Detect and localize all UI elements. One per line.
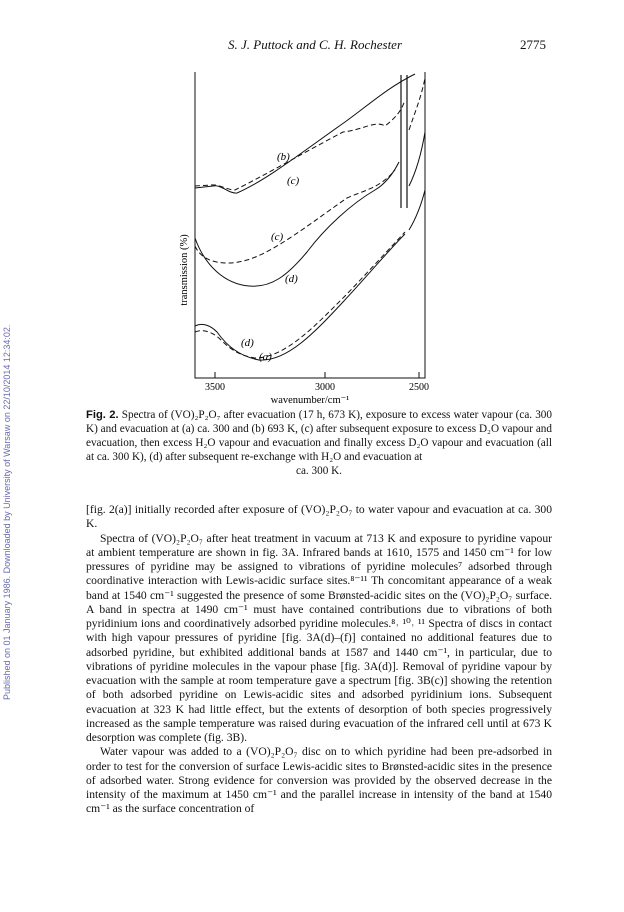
curve-a-tail [409, 190, 425, 230]
x-axis-label: wavenumber/cm⁻¹ [270, 395, 350, 406]
tick-label-3000: 3000 [315, 382, 335, 393]
label-b: (b) [277, 151, 290, 163]
curve-c-upper-tail [409, 78, 425, 130]
label-d-lower: (d) [241, 337, 254, 349]
caption-text-last: ca. 300 K. [296, 465, 342, 477]
label-d-middle: (d) [285, 273, 298, 285]
caption-label: Fig. 2. [86, 409, 119, 421]
curve-a [195, 234, 405, 360]
curve-c-upper [195, 100, 405, 190]
paragraph-2: Spectra of (VO)₂P₂O₇ after heat treatment in vacuum at 713 K and exposure to pyridine vapour at ambient temperature are shown in fig. 3A. Infrared bands at 1610, 1575 and 1450 cm⁻¹ for low pressures of pyridine may be assigned to vibrations of pyridine molecules⁷ adsorbed through coordinative interaction with Lewis-acidic surface sites.⁸⁻¹¹ Th concomitant appearance of a weak band at 1540 cm⁻¹ suggested the presence of some Brønsted-acidic sites on the (VO)₂P₂O₇ surface. A band in spectra at 1490 cm⁻¹ must have contained contributions due to vibrations of both pyridinium ions and coordinatively adsorbed pyridine molecules.⁸˒ ¹⁰˒ ¹¹ Spectra of discs in contact with high vapour pressures of pyridine [fig. 3A(d)–(f)] contained no additional features due to adsorbed pyridine, but exhibited additional bands at 1587 and 1440 cm⁻¹, in particular, due to vibrations of pyridine molecules in the vapour phase [fig. 3A(d)]. Removal of pyridine vapour by evacuation with the sample at room temperature gave a spectrum [fig. 3B(c)] showing the retention of both adsorbed pyridine on Lewis-acidic sites and adsorbed pyridinium ions. Subsequent evacuation at 323 K had little effect, but the extents of desorption of both species progressively increased as the sample temperature was raised during evacuation of the infrared cell until at 673 K desorption was complete (fig. 3B). [86, 531, 552, 744]
caption-text: Spectra of (VO)₂P₂O₇ after evacuation (17 h, 673 K), exposure to excess water vapour (ca. 300 K) and evacuation at (a) ca. 300 and (b) 693 K, (c) after subsequent exposure to excess D₂O vapour and evacuation, then excess H₂O vapour and evacuation and finally excess D₂O vapour and evacuation (all at ca. 300 K), (d) after subsequent re-exchange with H₂O and evacuation at [86, 409, 552, 463]
label-a: (a) [259, 351, 272, 363]
label-c-upper: (c) [287, 175, 300, 187]
label-c-middle: (c) [271, 231, 284, 243]
body-text [86, 503, 552, 817]
curve-b [195, 74, 415, 193]
spectra-figure [175, 70, 445, 410]
page-number: 2775 [520, 37, 546, 52]
figure-2 [175, 70, 445, 410]
tick-label-2500: 2500 [409, 382, 429, 393]
paragraph-3: Water vapour was added to a (VO)₂P₂O₇ disc on to which pyridine had been pre-adsorbed in order to test for the conversion of surface Lewis-acidic sites to Brønsted-acidic sites in the presence of adsorbed water. Strong evidence for conversion was provided by the observed decrease in the intensity of the maximum at 1450 cm⁻¹ and the parallel increase in intensity of the band at 1540 cm⁻¹ as the surface concentration of [86, 745, 552, 816]
running-head [0, 37, 624, 55]
tick-label-3500: 3500 [205, 382, 225, 393]
y-axis-label: transmission (%) [179, 234, 190, 306]
download-notice: Published on 01 January 1986. Downloaded by University of Warsaw on 22/10/2014 12:34:02. [2, 324, 12, 700]
paragraph-1: [fig. 2(a)] initially recorded after exposure of (VO)₂P₂O₇ to water vapour and evacuation at ca. 300 K. [86, 503, 552, 531]
figure-frame [195, 72, 425, 378]
figure-caption [86, 408, 552, 478]
curve-d-lower [195, 232, 405, 358]
running-head-authors: S. J. Puttock and C. H. Rochester [228, 37, 403, 52]
curve-d-middle-tail [409, 132, 425, 186]
